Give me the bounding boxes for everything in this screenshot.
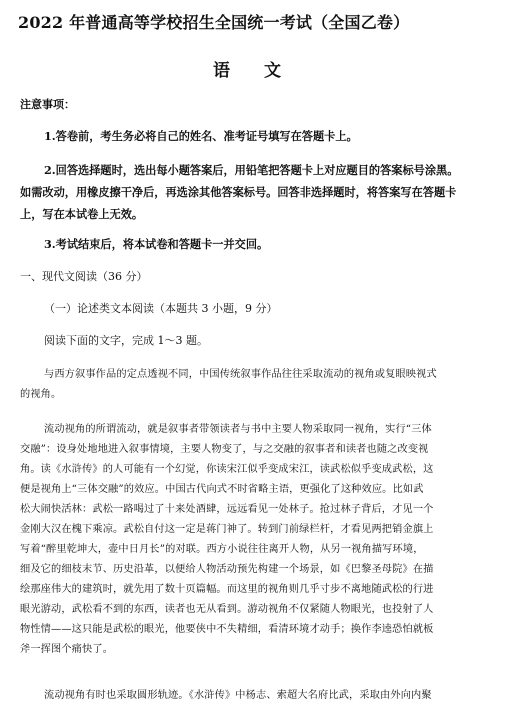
passage-line: 的视角。 <box>20 389 62 400</box>
section-heading: 一、现代文阅读（36 分） <box>20 270 148 283</box>
reading-instruction: 阅读下面的文字，完成 1～3 题。 <box>44 334 208 347</box>
passage-line: 金刚大汉在槐下乘凉。武松自付这一定是蒋门神了。转到门前绿栏杆，才看见两把销金旗上 <box>20 524 434 535</box>
passage-line: 写着“醉里乾坤大，壶中日月长”的对联。西方小说往往离开人物，从另一视角描写环境， <box>20 544 424 555</box>
passage-line: 角。读《水浒传》的人可能有一个幻觉，你读宋江似乎变成宋江，读武松似乎变成武松，这 <box>20 464 434 475</box>
passage-line: 物性情——这只能是武松的眼光，他要侠中不失精细，看清环境才动手；换作李逵恐怕就板 <box>20 624 434 635</box>
passage-line: 与西方叙事作品的定点透视不同，中国传统叙事作品往往采取流动的视角或复眼映视式 <box>44 369 437 380</box>
subject-title: 语 文 <box>213 61 295 81</box>
notice-heading: 注意事项： <box>20 98 75 111</box>
notice-item-2-line-3: 上，写在本试卷上无效。 <box>20 207 144 221</box>
passage-line: 细及它的细枝末节、历史沿革，以便给人物活动预先构建一个场景，如《巴黎圣母院》在描 <box>20 564 434 575</box>
notice-item-3: 3.考试结束后，将本试卷和答题卡一并交回。 <box>44 237 269 251</box>
notice-item-2-line-1: 2.回答选择题时，选出每小题答案后，用铅笔把答题卡上对应题目的答案标号涂黑。 <box>44 163 459 177</box>
passage-line: 斧一挥图个痛快了。 <box>20 644 114 655</box>
passage-line: 流动视角的所谓流动，就是叙事者带领读者与书中主要人物采取同一视角，实行“三体 <box>44 424 432 435</box>
passage-line: 松大闹快活林：武松一路喝过了十来处酒肆，远远看见一处林子。抢过林子背后，才见一个 <box>20 504 434 515</box>
subsection-heading: （一）论述类文本阅读（本题共 3 小题，9 分） <box>44 302 278 315</box>
notice-item-2-line-2: 如需改动，用橡皮擦干净后，再选涂其他答案标号。回答非选择题时，将答案写在答题卡 <box>20 185 457 199</box>
exam-title: 2022 年普通高等学校招生全国统一考试（全国乙卷） <box>18 13 410 32</box>
notice-item-1: 1.答卷前，考生务必将自己的姓名、准考证号填写在答题卡上。 <box>44 129 358 143</box>
passage-line: 交融”：设身处地地进入叙事情境，主要人物变了，与之交融的叙事者和读者也随之改变视 <box>20 444 429 455</box>
passage-line: 眼光游动，武松看不到的东西，读者也无从看到。游动视角不仅紧随人物眼光，也投射了人 <box>20 604 434 615</box>
passage-line: 流动视角有时也采取圆形轨迹。《水浒传》中杨志、索超大名府比武，采取由外向内聚 <box>44 690 432 701</box>
passage-line: 便是视角上“三体交融”的效应。中国古代向式不时省略主语，更强化了这种效应。比如武 <box>20 484 424 495</box>
passage-line: 绘那座伟大的建筑时，就先用了数十页篇幅。而这里的视角则几乎寸步不离地随武松的行进 <box>20 584 434 595</box>
